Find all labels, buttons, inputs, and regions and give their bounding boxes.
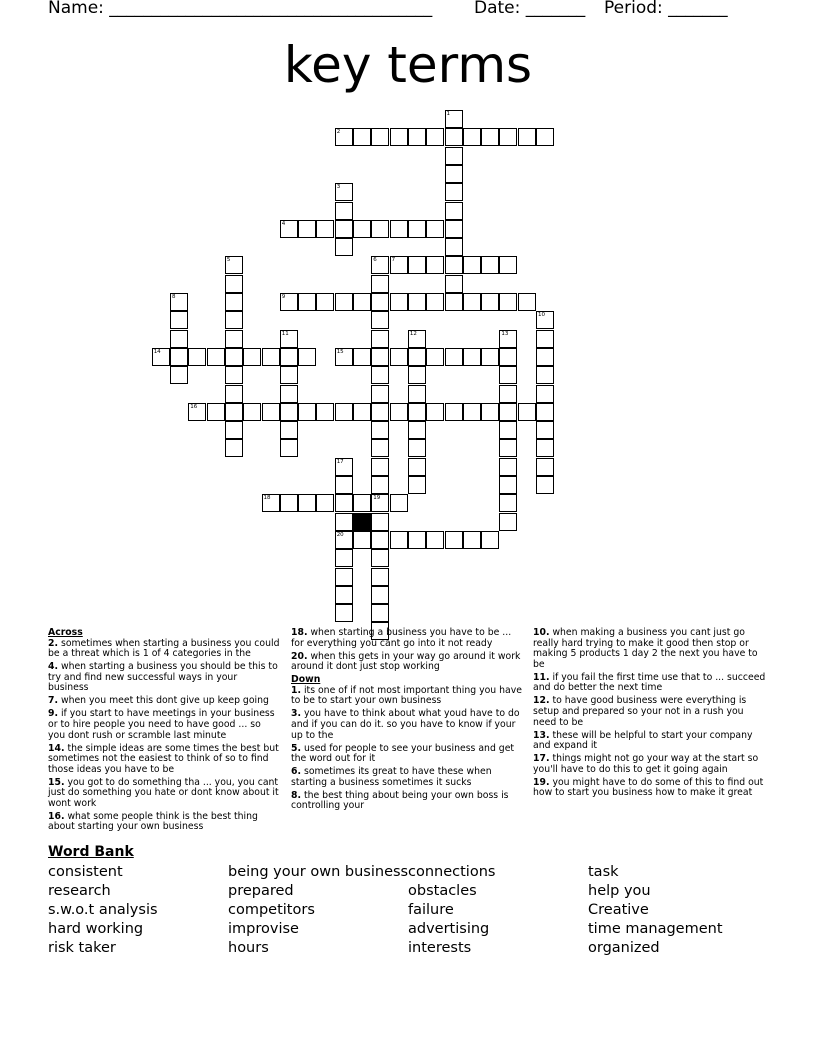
crossword-cell[interactable]: [536, 366, 554, 384]
word-bank-column-3: [408, 863, 495, 958]
clue-number: 19: [373, 495, 381, 502]
word-bank-column-1: [48, 863, 158, 958]
crossword-cell[interactable]: [371, 439, 389, 457]
clue-number: 11.: [533, 671, 550, 683]
crossword-cell[interactable]: [408, 330, 426, 348]
crossword-cell[interactable]: [408, 421, 426, 439]
word-bank-item: research: [48, 883, 111, 899]
clue-number: 1.: [291, 684, 302, 696]
crossword-cell[interactable]: [225, 256, 243, 274]
crossword-cell[interactable]: [353, 494, 371, 512]
clue-text: when starting a business you should be this to try and find new successful ways in your business: [48, 661, 278, 694]
crossword-cell[interactable]: [426, 403, 444, 421]
crossword-cell[interactable]: [481, 531, 499, 549]
clue: [48, 662, 280, 694]
crossword-cell[interactable]: [280, 366, 298, 384]
clue-number: 12: [409, 330, 417, 337]
crossword-cell[interactable]: [170, 366, 188, 384]
crossword-cell[interactable]: [536, 330, 554, 348]
crossword-cell[interactable]: [335, 183, 353, 201]
crossword-cell[interactable]: [390, 293, 408, 311]
crossword-cell[interactable]: [371, 366, 389, 384]
clue: [533, 731, 769, 752]
crossword-cell[interactable]: [408, 476, 426, 494]
crossword-cell[interactable]: [536, 476, 554, 494]
crossword-cell[interactable]: [280, 330, 298, 348]
crossword-cell[interactable]: [481, 256, 499, 274]
clue: [533, 628, 769, 670]
crossword-cell[interactable]: [298, 348, 316, 366]
crossword-cell[interactable]: [371, 311, 389, 329]
period-field[interactable]: Period: _______: [604, 0, 728, 18]
clue: [533, 696, 769, 728]
clue-text: you might have to do some of this to find out how to start you business how to make it great: [533, 776, 764, 799]
crossword-cell[interactable]: [335, 513, 353, 531]
crossword-cell[interactable]: [170, 330, 188, 348]
crossword-cell[interactable]: [335, 458, 353, 476]
crossword-cell[interactable]: [280, 439, 298, 457]
word-bank-column-4: [588, 863, 723, 958]
crossword-cell[interactable]: [335, 531, 353, 549]
crossword-cell[interactable]: [243, 348, 261, 366]
crossword-cell[interactable]: [280, 220, 298, 238]
word-bank-item: hours: [228, 940, 269, 956]
crossword-cell[interactable]: [371, 385, 389, 403]
crossword-cell[interactable]: [445, 202, 463, 220]
word-bank-title: Word Bank: [48, 844, 134, 860]
crossword-cell[interactable]: [499, 403, 517, 421]
crossword-cell[interactable]: [316, 403, 334, 421]
clue: [48, 778, 280, 810]
crossword-cell[interactable]: [280, 385, 298, 403]
clue-number: 4.: [48, 661, 59, 673]
crossword-cell[interactable]: [499, 439, 517, 457]
crossword-cell[interactable]: [371, 330, 389, 348]
crossword-cell[interactable]: [445, 110, 463, 128]
word-bank-column-2: [228, 863, 408, 958]
clue-text: sometimes its great to have these when starting a business sometimes it sucks: [291, 766, 492, 788]
clue-text: to have good business were everything is setup and prepared so your not in a rush you need to be: [533, 695, 747, 728]
clue: [48, 744, 280, 776]
crossword-cell[interactable]: [371, 531, 389, 549]
crossword-cell[interactable]: [353, 403, 371, 421]
word-bank-item: failure: [408, 902, 454, 918]
crossword-cell[interactable]: [426, 531, 444, 549]
crossword-cell[interactable]: [499, 494, 517, 512]
crossword-cell[interactable]: [408, 385, 426, 403]
clue-text: things might not go your way at the start so you'll have to do this to get it going again: [533, 753, 759, 775]
crossword-cell[interactable]: [499, 293, 517, 311]
crossword-cell[interactable]: [371, 403, 389, 421]
crossword-cell[interactable]: [390, 494, 408, 512]
clue-text: what some people think is the best thing about starting your own business: [48, 810, 258, 833]
crossword-cell[interactable]: [335, 293, 353, 311]
crossword-cell[interactable]: [371, 568, 389, 586]
crossword-cell[interactable]: [408, 348, 426, 366]
clue: [533, 754, 769, 775]
crossword-cell[interactable]: [499, 366, 517, 384]
crossword-cell[interactable]: [243, 403, 261, 421]
clue-number: 16.: [48, 810, 65, 822]
clue-text: when you meet this dont give up keep going: [58, 695, 269, 707]
word-bank-item: advertising: [408, 921, 490, 937]
crossword-cell[interactable]: [536, 421, 554, 439]
crossword-cell[interactable]: [536, 439, 554, 457]
crossword-cell[interactable]: [298, 293, 316, 311]
across-heading: Across: [48, 627, 83, 638]
word-bank-item: being your own business: [228, 864, 409, 880]
crossword-cell[interactable]: [371, 458, 389, 476]
clue-number: 10: [538, 312, 545, 319]
word-bank-item: consistent: [48, 864, 123, 880]
crossword-cell[interactable]: [335, 549, 353, 567]
clue-number: 14: [153, 348, 161, 355]
crossword-cell[interactable]: [280, 293, 298, 311]
name-field[interactable]: Name: ______________________________________: [48, 0, 433, 18]
clue-number: 3.: [291, 708, 302, 720]
crossword-cell[interactable]: [316, 293, 334, 311]
crossword-cell[interactable]: [536, 311, 554, 329]
crossword-cell[interactable]: [371, 256, 389, 274]
crossword-cell[interactable]: [499, 421, 517, 439]
crossword-cell[interactable]: [335, 494, 353, 512]
clue-text: when making a business you cant just go really hard trying to make it good then stop or making 5 products 1 day 2 the next you have to be: [533, 627, 758, 670]
crossword-cell[interactable]: [408, 439, 426, 457]
crossword-cell[interactable]: [445, 220, 463, 238]
crossword-cell[interactable]: [188, 403, 206, 421]
crossword-cell[interactable]: [225, 275, 243, 293]
clue-text: if you fail the first time use that to ... succeed and do better the next time: [533, 671, 766, 694]
date-field[interactable]: Date: _______: [474, 0, 586, 18]
word-bank-item: hard working: [48, 921, 144, 937]
clue-number: 14.: [48, 742, 65, 754]
crossword-cell[interactable]: [225, 311, 243, 329]
crossword-cell[interactable]: [170, 348, 188, 366]
crossword-cell[interactable]: [280, 421, 298, 439]
clue-number: 15: [336, 348, 344, 355]
crossword-cell[interactable]: [408, 293, 426, 311]
crossword-cell[interactable]: [353, 531, 371, 549]
crossword-cell[interactable]: [152, 348, 170, 366]
crossword-cell[interactable]: [445, 403, 463, 421]
crossword-cell[interactable]: [335, 586, 353, 604]
crossword-cell[interactable]: [463, 348, 481, 366]
crossword-cell[interactable]: [390, 220, 408, 238]
down-heading: Down: [291, 674, 321, 686]
clue-number: 9: [281, 294, 286, 300]
clue-number: 7: [391, 257, 396, 264]
crossword-cell[interactable]: [426, 348, 444, 366]
crossword-cell[interactable]: [408, 366, 426, 384]
crossword-cell[interactable]: [225, 439, 243, 457]
clue: [48, 639, 280, 660]
crossword-cell[interactable]: [335, 202, 353, 220]
crossword-cell[interactable]: [353, 128, 371, 146]
clue-number: 4: [281, 220, 286, 227]
word-bank-item: s.w.o.t analysis: [48, 902, 158, 918]
crossword-cell[interactable]: [445, 275, 463, 293]
clue: [48, 696, 280, 707]
word-bank-item: organized: [588, 940, 660, 956]
crossword-cell[interactable]: [335, 220, 353, 238]
crossword-cell[interactable]: [353, 293, 371, 311]
black-cell: [353, 513, 371, 531]
clue-number: 2: [336, 129, 341, 136]
clue: [291, 767, 523, 788]
crossword-cell[interactable]: [426, 256, 444, 274]
clue: [533, 673, 769, 694]
crossword-cell[interactable]: [335, 128, 353, 146]
crossword-cell[interactable]: [536, 385, 554, 403]
crossword-cell[interactable]: [463, 128, 481, 146]
clue: [48, 709, 280, 741]
crossword-cell[interactable]: [371, 128, 389, 146]
crossword-cell[interactable]: [371, 494, 389, 512]
crossword-cell[interactable]: [371, 586, 389, 604]
word-bank-item: Creative: [588, 902, 649, 918]
crossword-cell[interactable]: [371, 513, 389, 531]
crossword-cell[interactable]: [316, 220, 334, 238]
crossword-cell[interactable]: [445, 183, 463, 201]
crossword-cell[interactable]: [518, 403, 536, 421]
word-bank-item: interests: [408, 940, 472, 956]
crossword-cell[interactable]: [225, 348, 243, 366]
word-bank-item: improvise: [228, 921, 299, 937]
crossword-cell[interactable]: [390, 403, 408, 421]
crossword-cell[interactable]: [280, 348, 298, 366]
clue-number: 8.: [291, 789, 302, 801]
crossword-cell[interactable]: [207, 348, 225, 366]
crossword-cell[interactable]: [390, 348, 408, 366]
clue-number: 15.: [48, 776, 65, 788]
crossword-cell[interactable]: [225, 366, 243, 384]
crossword-cell[interactable]: [445, 147, 463, 165]
crossword-cell[interactable]: [408, 128, 426, 146]
word-bank-item: time management: [588, 921, 723, 937]
crossword-cell[interactable]: [481, 348, 499, 366]
clue-text: used for people to see your business and get the word out for it: [291, 742, 515, 765]
crossword-cell[interactable]: [426, 293, 444, 311]
crossword-cell[interactable]: [499, 330, 517, 348]
clue-number: 5.: [291, 742, 302, 754]
crossword-cell[interactable]: [225, 330, 243, 348]
crossword-cell[interactable]: [463, 256, 481, 274]
crossword-cell[interactable]: [445, 348, 463, 366]
crossword-cell[interactable]: [371, 421, 389, 439]
crossword-cell[interactable]: [280, 403, 298, 421]
crossword-cell[interactable]: [536, 458, 554, 476]
crossword-cell[interactable]: [499, 513, 517, 531]
crossword-cell[interactable]: [408, 403, 426, 421]
clue-text: you got to do something tha ... you, you cant just do something you hate or dont know about it wont work: [48, 776, 279, 809]
crossword-cell[interactable]: [262, 494, 280, 512]
crossword-cell[interactable]: [298, 403, 316, 421]
clue-number: 12.: [533, 695, 550, 707]
page-title: key terms: [283, 36, 533, 94]
crossword-cell[interactable]: [463, 531, 481, 549]
crossword-cell[interactable]: [316, 494, 334, 512]
word-bank-item: obstacles: [408, 883, 477, 899]
clue-number: 3: [336, 184, 341, 191]
clue-number: 17: [336, 458, 344, 465]
clue-text: when this gets in your way go around it work around it dont just stop working: [291, 650, 521, 673]
crossword-cell[interactable]: [371, 348, 389, 366]
crossword-cell[interactable]: [335, 238, 353, 256]
clue-number: 19.: [533, 776, 550, 788]
clue: [291, 744, 523, 765]
clue: [291, 791, 523, 812]
crossword-cell[interactable]: [225, 403, 243, 421]
crossword-cell[interactable]: [225, 385, 243, 403]
crossword-cell[interactable]: [463, 403, 481, 421]
clue-number: 2.: [48, 637, 59, 649]
crossword-cell[interactable]: [518, 293, 536, 311]
crossword-cell[interactable]: [335, 476, 353, 494]
crossword-cell[interactable]: [262, 403, 280, 421]
word-bank-item: prepared: [228, 883, 294, 899]
crossword-cell[interactable]: [445, 165, 463, 183]
crossword-cell[interactable]: [371, 293, 389, 311]
crossword-cell[interactable]: [445, 128, 463, 146]
crossword-cell[interactable]: [371, 275, 389, 293]
clue-text: if you start to have meetings in your business or to hire people you need to have good ... so you dont rush or scramble last minute: [48, 708, 275, 741]
crossword-cell[interactable]: [335, 403, 353, 421]
crossword-cell[interactable]: [518, 128, 536, 146]
crossword-cell[interactable]: [445, 293, 463, 311]
clue-number: 8: [172, 294, 176, 300]
crossword-cell[interactable]: [499, 476, 517, 494]
crossword-cell[interactable]: [499, 256, 517, 274]
crossword-cell[interactable]: [280, 494, 298, 512]
crossword-cell[interactable]: [408, 256, 426, 274]
crossword-cell[interactable]: [499, 128, 517, 146]
crossword-cell[interactable]: [481, 403, 499, 421]
clue-number: 20.: [291, 650, 308, 662]
crossword-cell[interactable]: [499, 348, 517, 366]
clue-text: you have to think about what youd have to do and if you can do it. so you have to know if your up to the: [291, 708, 520, 741]
clue-number: 20: [336, 531, 344, 538]
word-bank-item: help you: [588, 883, 651, 899]
crossword-cell[interactable]: [390, 128, 408, 146]
crossword-cell[interactable]: [298, 220, 316, 238]
crossword-cell[interactable]: [188, 348, 206, 366]
clue: [291, 709, 523, 741]
crossword-cell[interactable]: [445, 531, 463, 549]
crossword-cell[interactable]: [481, 128, 499, 146]
crossword-cell[interactable]: [408, 220, 426, 238]
crossword-cell[interactable]: [353, 220, 371, 238]
clue-number: 6: [373, 257, 377, 264]
crossword-cell[interactable]: [335, 348, 353, 366]
crossword-cell[interactable]: [371, 604, 389, 622]
word-bank-item: connections: [408, 864, 496, 880]
crossword-cell[interactable]: [445, 256, 463, 274]
crossword-cell[interactable]: [481, 293, 499, 311]
clue: [533, 778, 769, 799]
crossword-cell[interactable]: [426, 220, 444, 238]
clue: [291, 628, 523, 649]
clues-col2: [291, 628, 523, 814]
crossword-cell[interactable]: [335, 604, 353, 622]
crossword-cell[interactable]: [536, 348, 554, 366]
clue-text: these will be helpful to start your company and expand it: [533, 729, 753, 752]
crossword-cell[interactable]: [371, 476, 389, 494]
crossword-cell[interactable]: [390, 256, 408, 274]
clue-number: 18: [263, 495, 271, 502]
crossword-cell[interactable]: [225, 293, 243, 311]
crossword-cell[interactable]: [463, 293, 481, 311]
clue: [291, 686, 523, 707]
clue: [48, 812, 280, 833]
clue-number: 13.: [533, 729, 550, 741]
clue-text: the best thing about being your own boss is controlling your: [291, 789, 509, 812]
clue-text: when starting a business you have to be ... for everything you cant go into it not ready: [291, 627, 512, 649]
crossword-cell[interactable]: [298, 494, 316, 512]
crossword-cell[interactable]: [408, 531, 426, 549]
crossword-cell[interactable]: [170, 311, 188, 329]
crossword-cell[interactable]: [207, 403, 225, 421]
clue-number: 17.: [533, 753, 550, 765]
clue-number: 5: [226, 257, 231, 264]
crossword-cell[interactable]: [371, 549, 389, 567]
crossword-cell[interactable]: [335, 568, 353, 586]
word-bank-item: task: [588, 864, 619, 880]
clue-number: 13: [501, 330, 509, 337]
crossword-cell[interactable]: [499, 458, 517, 476]
clue-text: its one of if not most important thing you have to be to start your own business: [291, 684, 522, 707]
clue-text: sometimes when starting a business you could be a threat which is 1 of 4 categories in the: [48, 637, 280, 660]
crossword-cell[interactable]: [426, 128, 444, 146]
word-bank-item: competitors: [228, 902, 315, 918]
clue-text: the simple ideas are some times the best but sometimes not the easiest to think of so to find those ideas you have to be: [48, 742, 279, 775]
clue-number: 9.: [48, 708, 59, 720]
across-clues-col1: [48, 628, 280, 835]
clue-number: 10.: [533, 627, 550, 638]
crossword-cell[interactable]: [225, 421, 243, 439]
word-bank-item: risk taker: [48, 940, 116, 956]
crossword-cell[interactable]: [445, 238, 463, 256]
crossword-cell[interactable]: [499, 385, 517, 403]
crossword-cell[interactable]: [536, 403, 554, 421]
crossword-cell[interactable]: [262, 348, 280, 366]
clue-number: 1: [446, 111, 450, 117]
clue-number: 18.: [291, 627, 308, 638]
crossword-cell[interactable]: [390, 531, 408, 549]
crossword-cell[interactable]: [408, 458, 426, 476]
clue: [291, 652, 523, 673]
crossword-cell[interactable]: [371, 220, 389, 238]
crossword-cell[interactable]: [170, 293, 188, 311]
clue-number: 6.: [291, 766, 302, 778]
clue-number: 11: [281, 330, 289, 337]
crossword-cell[interactable]: [353, 348, 371, 366]
crossword-cell[interactable]: [536, 128, 554, 146]
clue-number: 16: [190, 403, 198, 410]
down-clues-col3: [533, 628, 769, 801]
clue-number: 7.: [48, 695, 59, 707]
